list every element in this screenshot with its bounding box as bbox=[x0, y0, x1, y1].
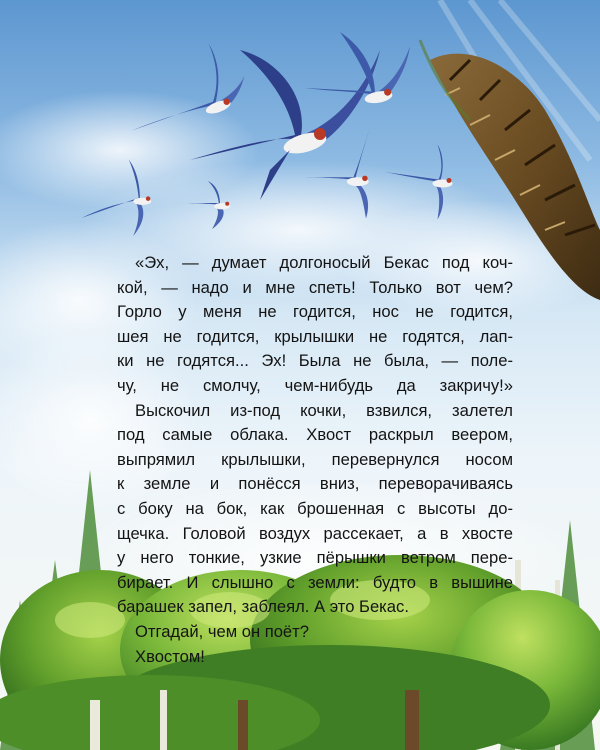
story-line: Хвостом! bbox=[135, 646, 205, 666]
story-line: с боку на бок, как брошенная с высоты до- bbox=[117, 498, 513, 518]
story-line: кой, — надо и мне спеть! Только вот чем? bbox=[117, 277, 513, 297]
story-line: Отгадай, чем он поёт? bbox=[135, 621, 309, 641]
story-line: Горло у меня не годится, нос не годится, bbox=[117, 302, 513, 322]
story-line: «Эх, — думает долгоносый Бекас под коч- bbox=[135, 253, 513, 272]
story-text bbox=[117, 251, 513, 669]
story-line: к земле и понёсся вниз, переворачиваясь bbox=[117, 474, 513, 494]
story-line: щечка. Головой воздух рассекает, а в хвосте bbox=[117, 523, 513, 543]
story-line: ки не годятся... Эх! Была не была, — поле- bbox=[117, 351, 513, 371]
story-line: барашек запел, заблеял. А это Бекас. bbox=[117, 597, 409, 617]
story-line: под самые облака. Хвост раскрыл веером, bbox=[117, 425, 513, 445]
story-line: выпрямил крылышки, перевернулся носом bbox=[117, 449, 513, 469]
story-line: у него тонкие, узкие пёрышки ветром пере- bbox=[117, 548, 513, 568]
story-line: Выскочил из-под кочки, взвился, залетел bbox=[135, 400, 513, 420]
story-line: чу, не смолчу, чем-нибудь да закричу!» bbox=[117, 375, 513, 395]
story-line: шея не годится, крылышки не годятся, лап- bbox=[117, 326, 513, 346]
story-line: бирает. И слышно с земли: будто в вышине bbox=[117, 572, 513, 592]
